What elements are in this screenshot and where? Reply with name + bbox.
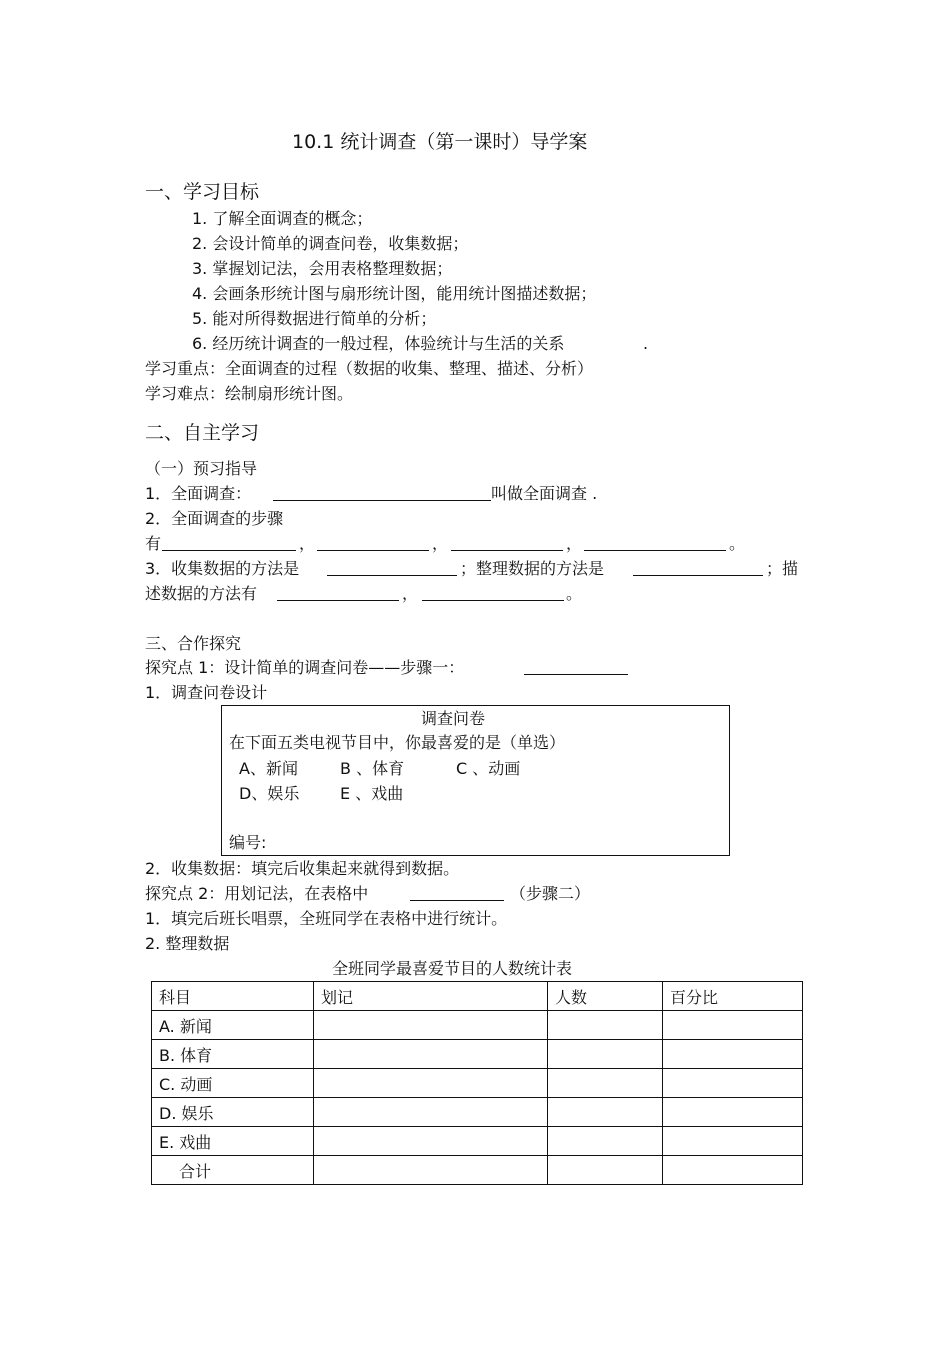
collect-data-item: 2．收集数据：填完后收集起来就得到数据。 — [145, 859, 460, 878]
table-row — [152, 1127, 803, 1156]
section1-heading: 一、学习目标 — [145, 181, 260, 203]
probe2-suffix: （步骤二） — [510, 884, 591, 903]
table-row — [152, 1011, 803, 1040]
q3-end: ；描 — [766, 559, 799, 578]
objective-4: 4. 会画条形统计图与扇形统计图，能用统计图描述数据； — [192, 284, 597, 303]
tally-cell[interactable] — [314, 1040, 548, 1069]
q3-blank-3[interactable] — [277, 584, 399, 601]
key-point: 学习重点：全面调查的过程（数据的收集、整理、描述、分析） — [145, 359, 594, 378]
difficulty: 学习难点：绘制扇形统计图。 — [145, 384, 354, 403]
header-subject: 科目 — [152, 982, 314, 1011]
objective-6: 6. 经历统计调查的一般过程，体验统计与生活的关系 — [192, 334, 565, 353]
row-label: B. 体育 — [152, 1040, 314, 1069]
header-count: 人数 — [548, 982, 663, 1011]
q1-suffix: 叫做全面调查 . — [491, 484, 598, 503]
tally-cell[interactable] — [314, 1098, 548, 1127]
q3-comma: ， — [402, 584, 419, 603]
row-label: E. 戏曲 — [152, 1127, 314, 1156]
survey-title: 调查问卷 — [421, 709, 486, 728]
preview-guide-heading: （一）预习指导 — [145, 459, 258, 478]
q3-blank-2[interactable] — [633, 559, 763, 576]
row-label-total: 合计 — [152, 1156, 314, 1185]
objective-6-end: . — [643, 334, 649, 353]
q2-blank-2[interactable] — [317, 534, 429, 551]
q2-comma-3: ， — [566, 534, 583, 553]
q2-blank-3[interactable] — [451, 534, 563, 551]
objective-3: 3. 掌握划记法，会用表格整理数据； — [192, 259, 453, 278]
survey-number-label: 编号: — [229, 833, 267, 852]
probe1: 探究点 1：设计简单的调查问卷——步骤一： — [145, 658, 465, 677]
probe2-prefix: 探究点 2：用划记法，在表格中 — [145, 884, 369, 903]
count-cell[interactable] — [548, 1011, 663, 1040]
probe2-blank[interactable] — [410, 884, 504, 901]
tally-cell[interactable] — [314, 1069, 548, 1098]
percent-cell[interactable] — [663, 1011, 803, 1040]
row-label: A. 新闻 — [152, 1011, 314, 1040]
table-header-row — [152, 982, 803, 1011]
table-caption: 全班同学最喜爱节目的人数统计表 — [332, 959, 573, 978]
q1-blank[interactable] — [273, 484, 491, 501]
percent-cell[interactable] — [663, 1069, 803, 1098]
count-cell[interactable] — [548, 1040, 663, 1069]
table-row — [152, 1069, 803, 1098]
q3-period: 。 — [566, 584, 583, 603]
q3-blank-1[interactable] — [327, 559, 457, 576]
survey-question: 在下面五类电视节目中，你最喜爱的是（单选） — [229, 733, 566, 752]
section3-heading: 三、合作探究 — [145, 634, 242, 653]
q2-line1: 2．全面调查的步骤 — [145, 509, 284, 528]
survey-option-b: B 、体育 — [340, 759, 405, 778]
q2-comma-2: ， — [432, 534, 449, 553]
q3-mid: ；整理数据的方法是 — [460, 559, 605, 578]
header-percent: 百分比 — [663, 982, 803, 1011]
tally-cell[interactable] — [314, 1127, 548, 1156]
row-label: D. 娱乐 — [152, 1098, 314, 1127]
percent-cell[interactable] — [663, 1156, 803, 1185]
survey-option-a: A、新闻 — [239, 759, 298, 778]
header-tally: 划记 — [314, 982, 548, 1011]
organize-data-item: 2. 整理数据 — [145, 934, 230, 953]
count-cell[interactable] — [548, 1127, 663, 1156]
probe1-blank[interactable] — [524, 658, 628, 675]
survey-design-item: 1．调查问卷设计 — [145, 683, 268, 702]
tally-cell[interactable] — [314, 1156, 548, 1185]
percent-cell[interactable] — [663, 1040, 803, 1069]
q2-blank-4[interactable] — [584, 534, 726, 551]
q2-period: 。 — [729, 534, 746, 553]
q1-prefix: 1．全面调查： — [145, 484, 252, 503]
q3-line2: 述数据的方法有 — [145, 584, 258, 603]
q3-blank-4[interactable] — [422, 584, 564, 601]
q2-comma-1: ， — [299, 534, 316, 553]
objective-2: 2. 会设计简单的调查问卷，收集数据； — [192, 234, 469, 253]
page-title: 10.1 统计调查（第一课时）导学案 — [292, 131, 588, 153]
table-row — [152, 1098, 803, 1127]
count-cell[interactable] — [548, 1156, 663, 1185]
q3-prefix: 3．收集数据的方法是 — [145, 559, 300, 578]
q2-prefix: 有 — [145, 534, 162, 553]
q2-blank-1[interactable] — [162, 534, 296, 551]
objective-5: 5. 能对所得数据进行简单的分析； — [192, 309, 437, 328]
survey-option-e: E 、戏曲 — [340, 784, 404, 803]
percent-cell[interactable] — [663, 1127, 803, 1156]
tally-table — [151, 981, 803, 1185]
survey-option-d: D、娱乐 — [239, 784, 300, 803]
survey-option-c: C 、动画 — [456, 759, 521, 778]
table-total-row — [152, 1156, 803, 1185]
objective-1: 1. 了解全面调查的概念； — [192, 209, 373, 228]
table-row — [152, 1040, 803, 1069]
vote-count-item: 1．填完后班长唱票，全班同学在表格中进行统计。 — [145, 909, 508, 928]
section2-heading: 二、自主学习 — [145, 422, 260, 444]
count-cell[interactable] — [548, 1098, 663, 1127]
row-label: C. 动画 — [152, 1069, 314, 1098]
count-cell[interactable] — [548, 1069, 663, 1098]
percent-cell[interactable] — [663, 1098, 803, 1127]
tally-cell[interactable] — [314, 1011, 548, 1040]
